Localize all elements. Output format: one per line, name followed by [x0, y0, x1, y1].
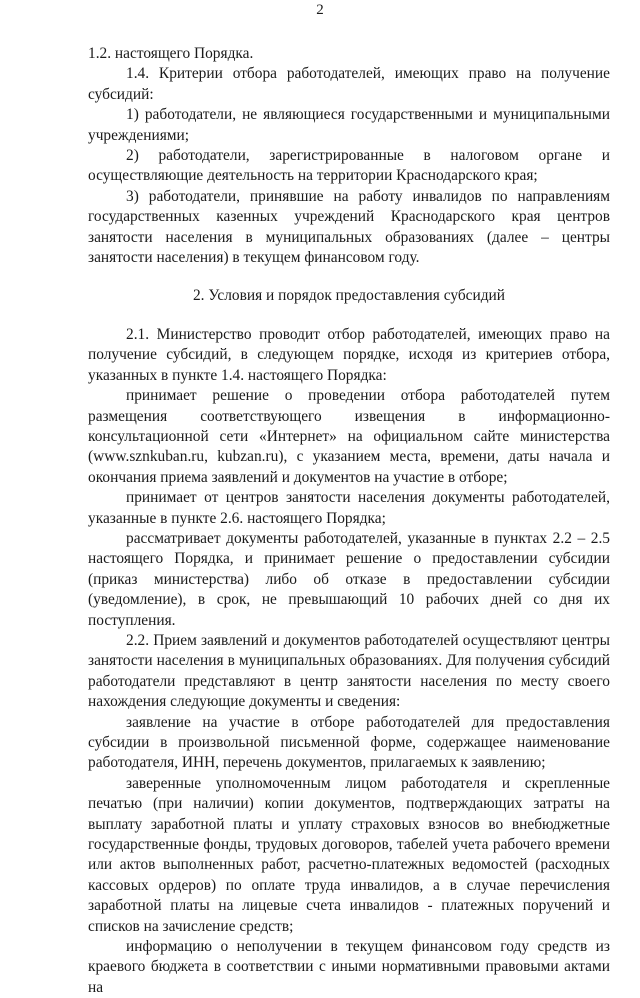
page-number: 2 [316, 2, 324, 18]
paragraph: 2.1. Министерство проводит отбор работодателей, имеющих право на получение субсидий, в следующем порядке, исходя из критериев отбора, указанных в пункте 1.4. настоящего Порядка: [88, 325, 610, 384]
paragraph: 1.4. Критерии отбора работодателей, имеющих право на получение субсидий: [88, 65, 610, 103]
paragraph: заявление на участие в отборе работодателей для предоставления субсидии в произвольной письменной форме, содержащее наименование работодателя, ИНН, перечень документов, прилагаемых к заявлению; [88, 713, 610, 772]
section-after [88, 325, 610, 998]
paragraph: информацию о неполучении в текущем финансовом году средств из краевого бюджета в соответствии с иными нормативными правовыми актами на [88, 938, 610, 996]
paragraph: рассматривает документы работодателей, указанные в пунктах 2.2 – 2.5 настоящего Порядка, и принимает решение о предоставлении субсидии (приказ министерства) либо об отказе в предоставлении субсидии (уведомление), в срок, не превышающий 10 рабочих дней со дня их поступления. [88, 529, 610, 629]
section-before [88, 44, 610, 268]
paragraph: принимает от центров занятости населения документы работодателей, указанные в пункте 2.6. настоящего Порядка; [88, 489, 610, 527]
paragraph: заверенные уполномоченным лицом работодателя и скрепленные печатью (при наличии) копии документов, подтверждающих затраты на выплату заработной платы и уплату страховых взносов во внебюджетные государственные фонды, трудовых договоров, табелей учета рабочего времени или актов выполненных работ, расчетно-платежных ведомостей (расходных кассовых ордеров) по оплате труда инвалидов, а в случае перечисления заработной платы на лицевые счета инвалидов - платежных поручений и списков на зачисление средств; [88, 774, 610, 935]
paragraph: 1) работодатели, не являющиеся государственными и муниципальными учреждениями; [88, 106, 610, 144]
paragraph: 2.2. Прием заявлений и документов работодателей осуществляют центры занятости населения в муниципальных образованиях. Для получения субсидий работодатели представляют в центр занятости населения по месту своего нахождения следующие документы и сведения: [88, 631, 610, 711]
document-body [88, 44, 610, 998]
section-heading: 2. Условия и порядок предоставления субсидий [192, 287, 506, 305]
paragraph: 1.2. настоящего Порядка. [88, 45, 254, 62]
paragraph: принимает решение о проведении отбора работодателей путем размещения соответствующего извещения в информационно-консультационной сети «Интернет» на официальном сайте министерства (www.sznkuban.ru, kubzan.ru), с указанием места, времени, даты начала и окончания приема заявлений и документов на участие в отборе; [88, 387, 610, 486]
paragraph: 2) работодатели, зарегистрированные в налоговом органе и осуществляющие деятельность на территории Краснодарского края; [88, 147, 610, 185]
paragraph: 3) работодатели, принявшие на работу инвалидов по направлениям государственных казенных учреждений Краснодарского края центров занятости населения в муниципальных образованиях (далее – центры занятости населения) в текущем финансовом году. [88, 187, 610, 267]
